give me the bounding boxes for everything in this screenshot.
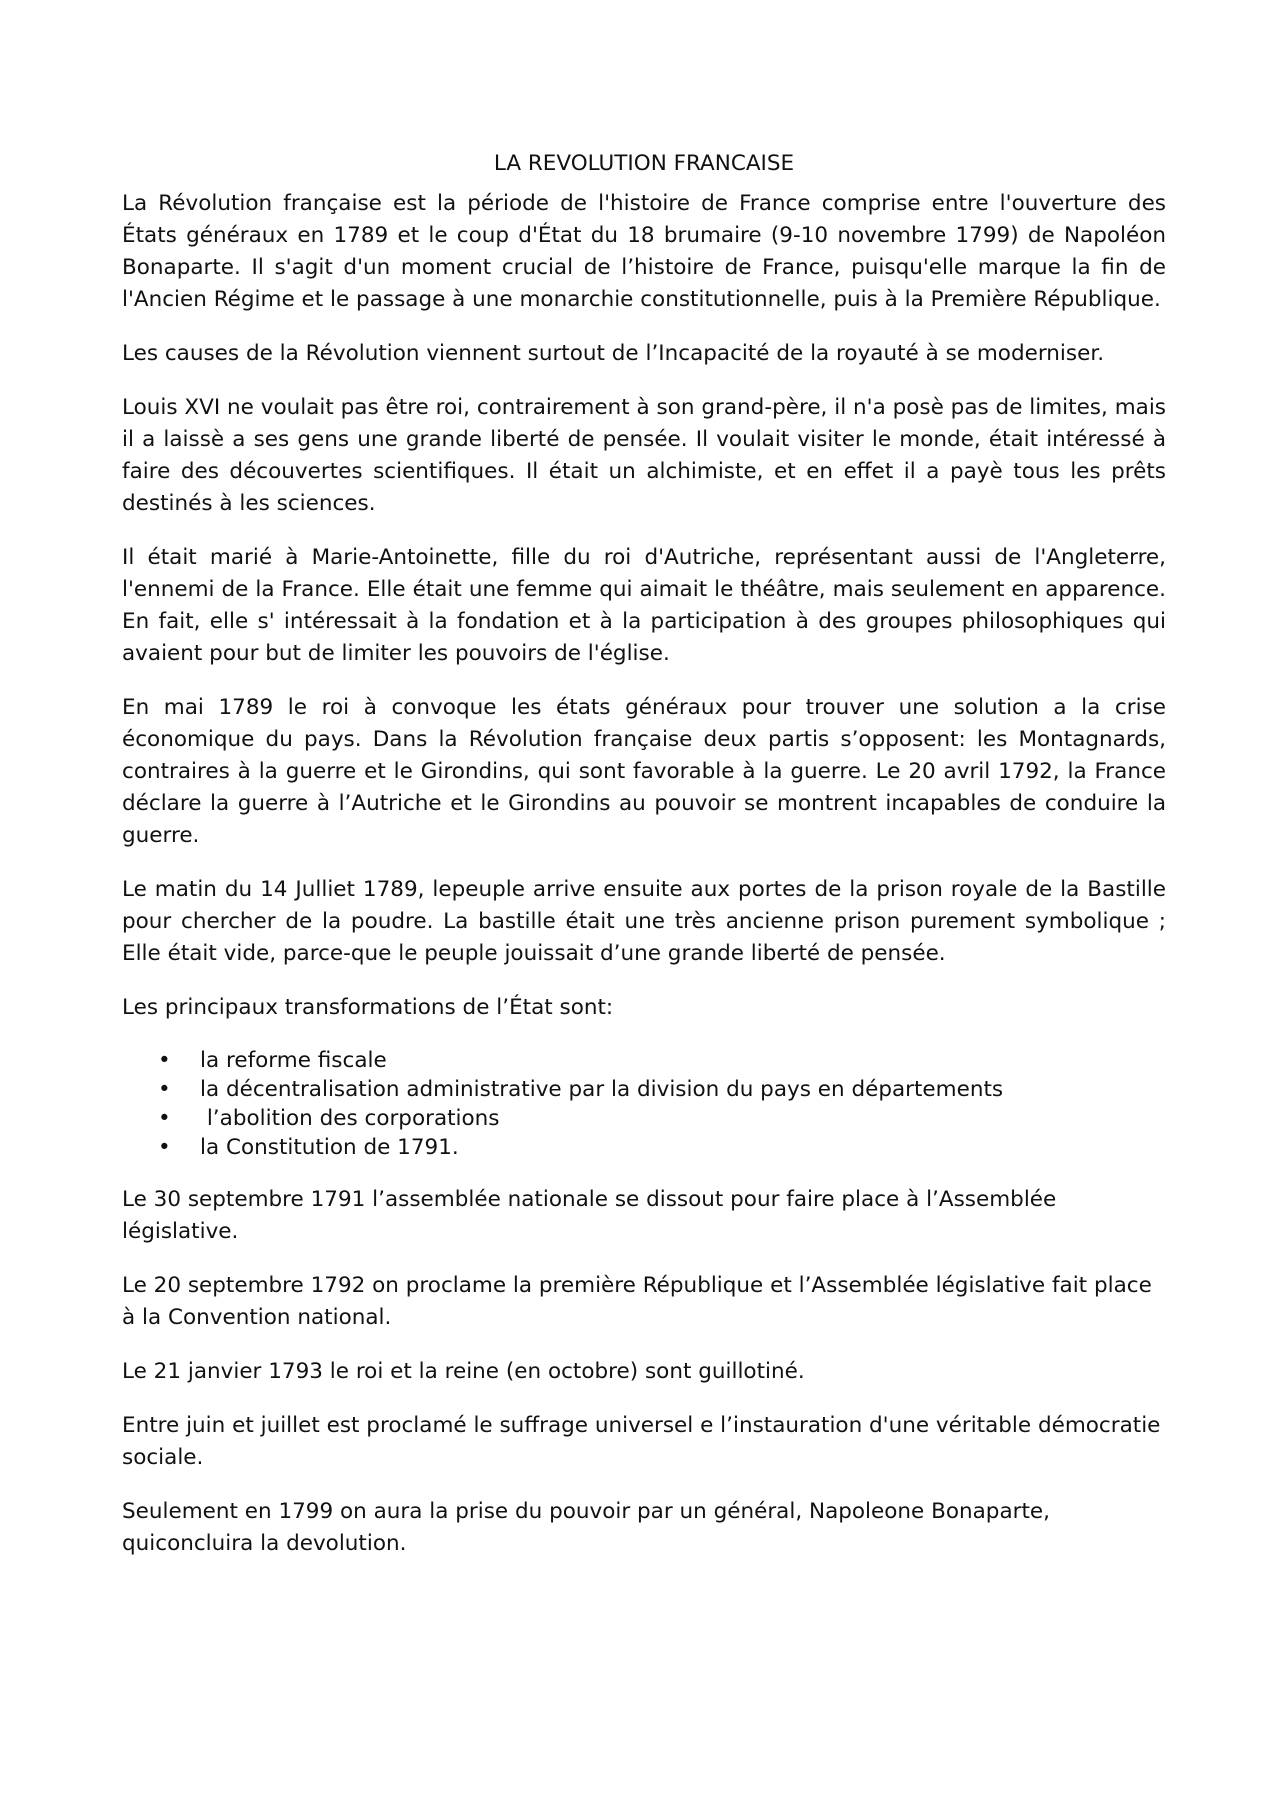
list-intro: Les principaux transformations de l’État sont: bbox=[122, 995, 614, 1020]
paragraph-assemblee-legislative: Le 30 septembre 1791 l’assemblée nationale se dissout pour faire place à l’Assemblée législative. bbox=[122, 1187, 1057, 1244]
paragraph-suffrage-universel: Entre juin et juillet est proclamé le suffrage universel e l’instauration d'une véritable démocratie sociale. bbox=[122, 1413, 1161, 1470]
list-item-text: l’abolition des corporations bbox=[200, 1106, 500, 1131]
list-item-text: la reforme fiscale bbox=[200, 1048, 387, 1073]
paragraph-premiere-republique: Le 20 septembre 1792 on proclame la première République et l’Assemblée législative fait place à la Convention national. bbox=[122, 1273, 1152, 1330]
list-item bbox=[158, 1104, 1166, 1133]
list-item-text: la Constitution de 1791. bbox=[200, 1135, 459, 1160]
paragraph-introduction: La Révolution française est la période de l'histoire de France comprise entre l'ouverture des États généraux en 1789 et le coup d'État du 18 brumaire (9-10 novembre 1799) de Napoléon Bonaparte. Il s'agit d'un moment crucial de l’histoire de France, puisqu'elle marque la fin de l'Ancien Régime et le passage à une monarchie constitutionnelle, puis à la Première République. bbox=[122, 191, 1166, 312]
paragraph-bonaparte: Seulement en 1799 on aura la prise du pouvoir par un général, Napoleone Bonaparte, quiconcluira la devolution. bbox=[122, 1499, 1050, 1556]
bullet-icon: • bbox=[158, 1077, 171, 1102]
document-page bbox=[122, 148, 1166, 1582]
bullet-icon: • bbox=[158, 1106, 171, 1131]
list-item bbox=[158, 1046, 1166, 1075]
paragraph-causes: Les causes de la Révolution viennent surtout de l’Incapacité de la royauté à se moderniser. bbox=[122, 341, 1105, 366]
paragraph-guillotine: Le 21 janvier 1793 le roi et la reine (en octobre) sont guillotiné. bbox=[122, 1359, 805, 1384]
list-item-text: la décentralisation administrative par la division du pays en départements bbox=[200, 1077, 1004, 1102]
bullet-icon: • bbox=[158, 1135, 171, 1160]
paragraph-bastille: Le matin du 14 Julliet 1789, lepeuple arrive ensuite aux portes de la prison royale de la Bastille pour chercher de la poudre. La bastille était une très ancienne prison purement symbolique ; Elle était vide, parce-que le peuple jouissait d’une grande liberté de pensée. bbox=[122, 877, 1166, 966]
paragraph-louis-xvi: Louis XVI ne voulait pas être roi, contrairement à son grand-père, il n'a posè pas de limites, mais il a laissè a ses gens une grande liberté de pensée. Il voulait visiter le monde, était intéressé à faire des découvertes scientifiques. Il était un alchimiste, et en effet il a payè tous les prêts destinés à les sciences. bbox=[122, 395, 1166, 516]
paragraph-etats-generaux: En mai 1789 le roi à convoque les états généraux pour trouver une solution a la crise économique du pays. Dans la Révolution française deux partis s’opposent: les Montagnards, contraires à la guerre et le Girondins, qui sont favorable à la guerre. Le 20 avril 1792, la France déclare la guerre à l’Autriche et le Girondins au pouvoir se montrent incapables de conduire la guerre. bbox=[122, 695, 1166, 848]
list-item bbox=[158, 1133, 1166, 1162]
list-item bbox=[158, 1075, 1166, 1104]
document-title: LA REVOLUTION FRANCAISE bbox=[493, 151, 795, 176]
bullet-icon: • bbox=[158, 1048, 171, 1073]
transformations-list bbox=[122, 1046, 1166, 1162]
paragraph-marie-antoinette: Il était marié à Marie-Antoinette, fille du roi d'Autriche, représentant aussi de l'Angleterre, l'ennemi de la France. Elle était une femme qui aimait le théâtre, mais seulement en apparence. En fait, elle s' intéressait à la fondation et à la participation à des groupes philosophiques qui avaient pour but de limiter les pouvoirs de l'église. bbox=[122, 545, 1166, 666]
